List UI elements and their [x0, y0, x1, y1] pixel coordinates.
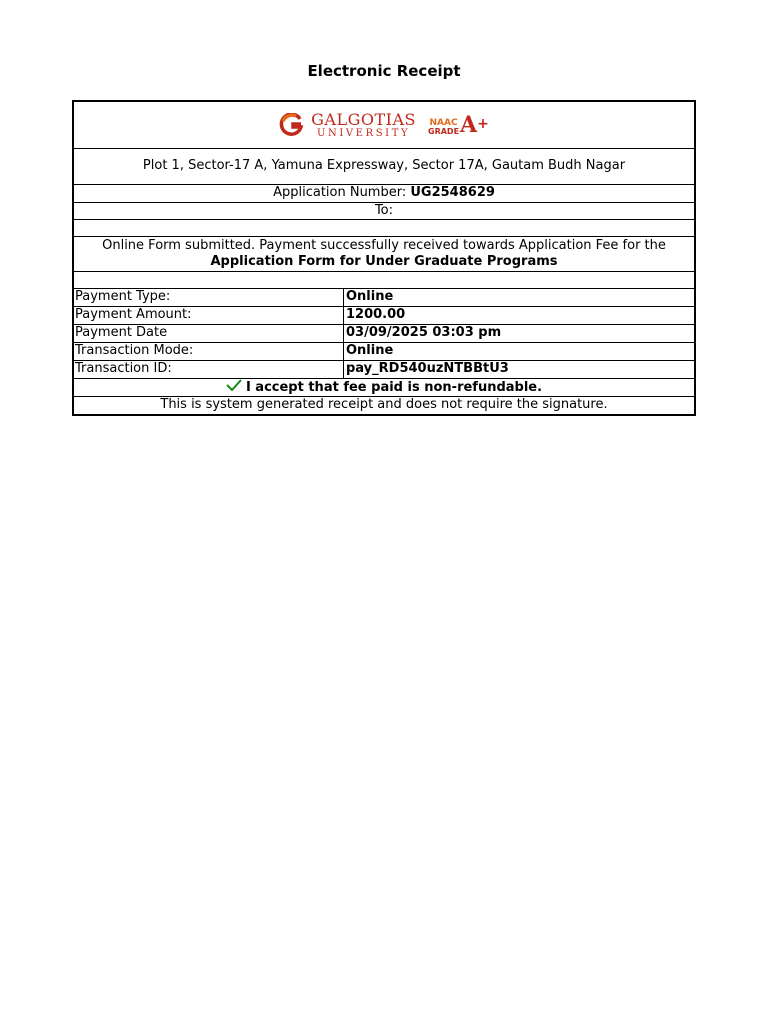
payment-date-value: 03/09/2025 03:03 pm [346, 325, 502, 340]
address-row: Plot 1, Sector-17 A, Yamuna Expressway, Sector 17A, Gautam Budh Nagar [74, 149, 694, 185]
payment-amount-label: Payment Amount: [74, 307, 344, 324]
check-icon [226, 379, 242, 396]
to-row: To: [74, 203, 694, 220]
naac-grade-label: GRADE [428, 127, 460, 136]
naac-label: NAAC [429, 118, 458, 128]
galgotias-logo [279, 109, 489, 139]
accept-text: I accept that fee paid is non-refundable. [245, 380, 543, 395]
naac-grade: A [460, 112, 478, 138]
naac-badge [428, 114, 489, 136]
transaction-mode-label: Transaction Mode: [74, 343, 344, 360]
footer-note: This is system generated receipt and does not require the signature. [160, 397, 608, 412]
galgotias-g-icon [279, 113, 305, 137]
application-number-label: Application Number: [273, 185, 411, 200]
transaction-id-label: Transaction ID: [74, 361, 344, 378]
logo-subtitle: UNIVERSITY [316, 127, 411, 139]
naac-plus: + [477, 116, 489, 132]
transaction-mode-row [74, 343, 694, 361]
logo-name: GALGOTIAS [311, 109, 417, 129]
payment-date-label: Payment Date [74, 325, 344, 342]
accept-row [74, 379, 694, 397]
logo-row [74, 102, 694, 149]
message-line-1: Online Form submitted. Payment successfully received towards Application Fee for the [102, 238, 666, 253]
message-row [74, 237, 694, 272]
application-number-row [74, 185, 694, 203]
message-line-2: Application Form for Under Graduate Programs [210, 254, 558, 269]
payment-type-value: Online [346, 289, 394, 304]
transaction-mode-value: Online [346, 343, 394, 358]
payment-date-row [74, 325, 694, 343]
payment-type-label: Payment Type: [74, 289, 344, 306]
payment-amount-value: 1200.00 [346, 307, 406, 322]
blank-row [74, 220, 694, 237]
transaction-id-row [74, 361, 694, 379]
receipt-title: Electronic Receipt [307, 62, 461, 80]
blank-row [74, 272, 694, 289]
transaction-id-value: pay_RD540uzNTBBtU3 [346, 361, 509, 376]
payment-amount-row [74, 307, 694, 325]
receipt-table [72, 100, 696, 416]
application-number-value: UG2548629 [410, 185, 495, 200]
payment-type-row [74, 289, 694, 307]
